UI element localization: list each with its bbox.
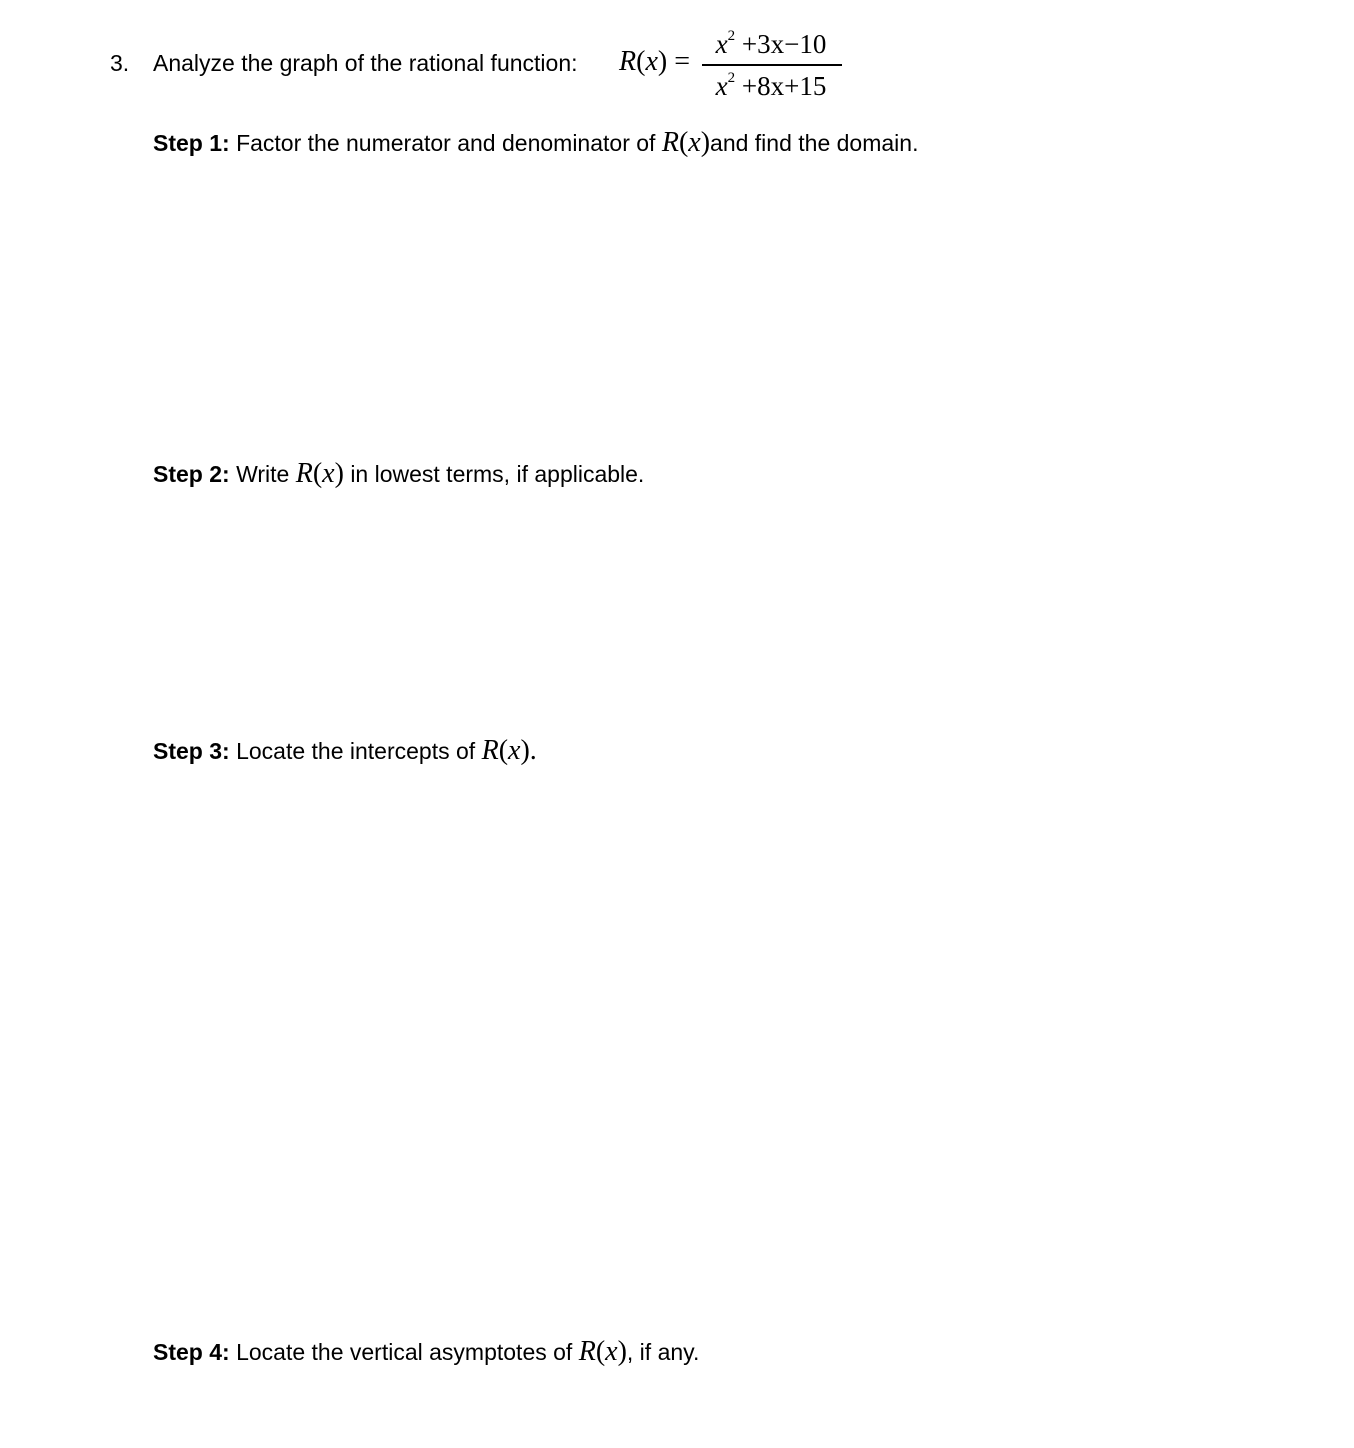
step-4-math: R(x) — [578, 1336, 627, 1367]
step-1-text-before: Factor the numerator and denominator of — [236, 130, 656, 156]
step-2-math: R(x) — [295, 458, 344, 489]
step-1-text-after: and find the domain. — [710, 130, 919, 156]
equals-sign: = — [674, 46, 690, 77]
step-2 — [153, 458, 644, 490]
step-2-text-before: Write — [236, 461, 290, 487]
step-3-math: R(x) — [481, 735, 530, 766]
step-4-text-after: , if any. — [626, 1339, 700, 1365]
fraction-denominator: $x^2 +8x+15$ — [715, 69, 827, 101]
step-1-math: R(x) — [661, 127, 711, 158]
step-4-label: Step 4: — [153, 1339, 230, 1365]
rational-fraction — [700, 28, 842, 102]
step-2-label: Step 2: — [153, 461, 230, 487]
fraction-bar — [702, 64, 842, 66]
step-3-text-after: . — [529, 735, 537, 766]
step-3-text-before: Locate the intercepts of — [236, 738, 476, 764]
step-3 — [153, 735, 537, 767]
step-2-text-after: in lowest terms, if applicable. — [350, 461, 645, 487]
step-4 — [153, 1336, 699, 1368]
step-1 — [153, 127, 918, 159]
function-lhs: R(x) = — [619, 46, 690, 77]
function-arg: x — [645, 46, 658, 77]
step-4-text-before: Locate the vertical asymptotes of — [236, 1339, 573, 1365]
problem-number: 3. — [110, 50, 130, 76]
step-1-label: Step 1: — [153, 130, 230, 156]
fraction-numerator: $x^2 +3x-10$ — [715, 28, 827, 59]
step-3-label: Step 3: — [153, 738, 230, 764]
problem-prompt: Analyze the graph of the rational function: — [153, 50, 578, 76]
function-name: R — [619, 46, 637, 77]
